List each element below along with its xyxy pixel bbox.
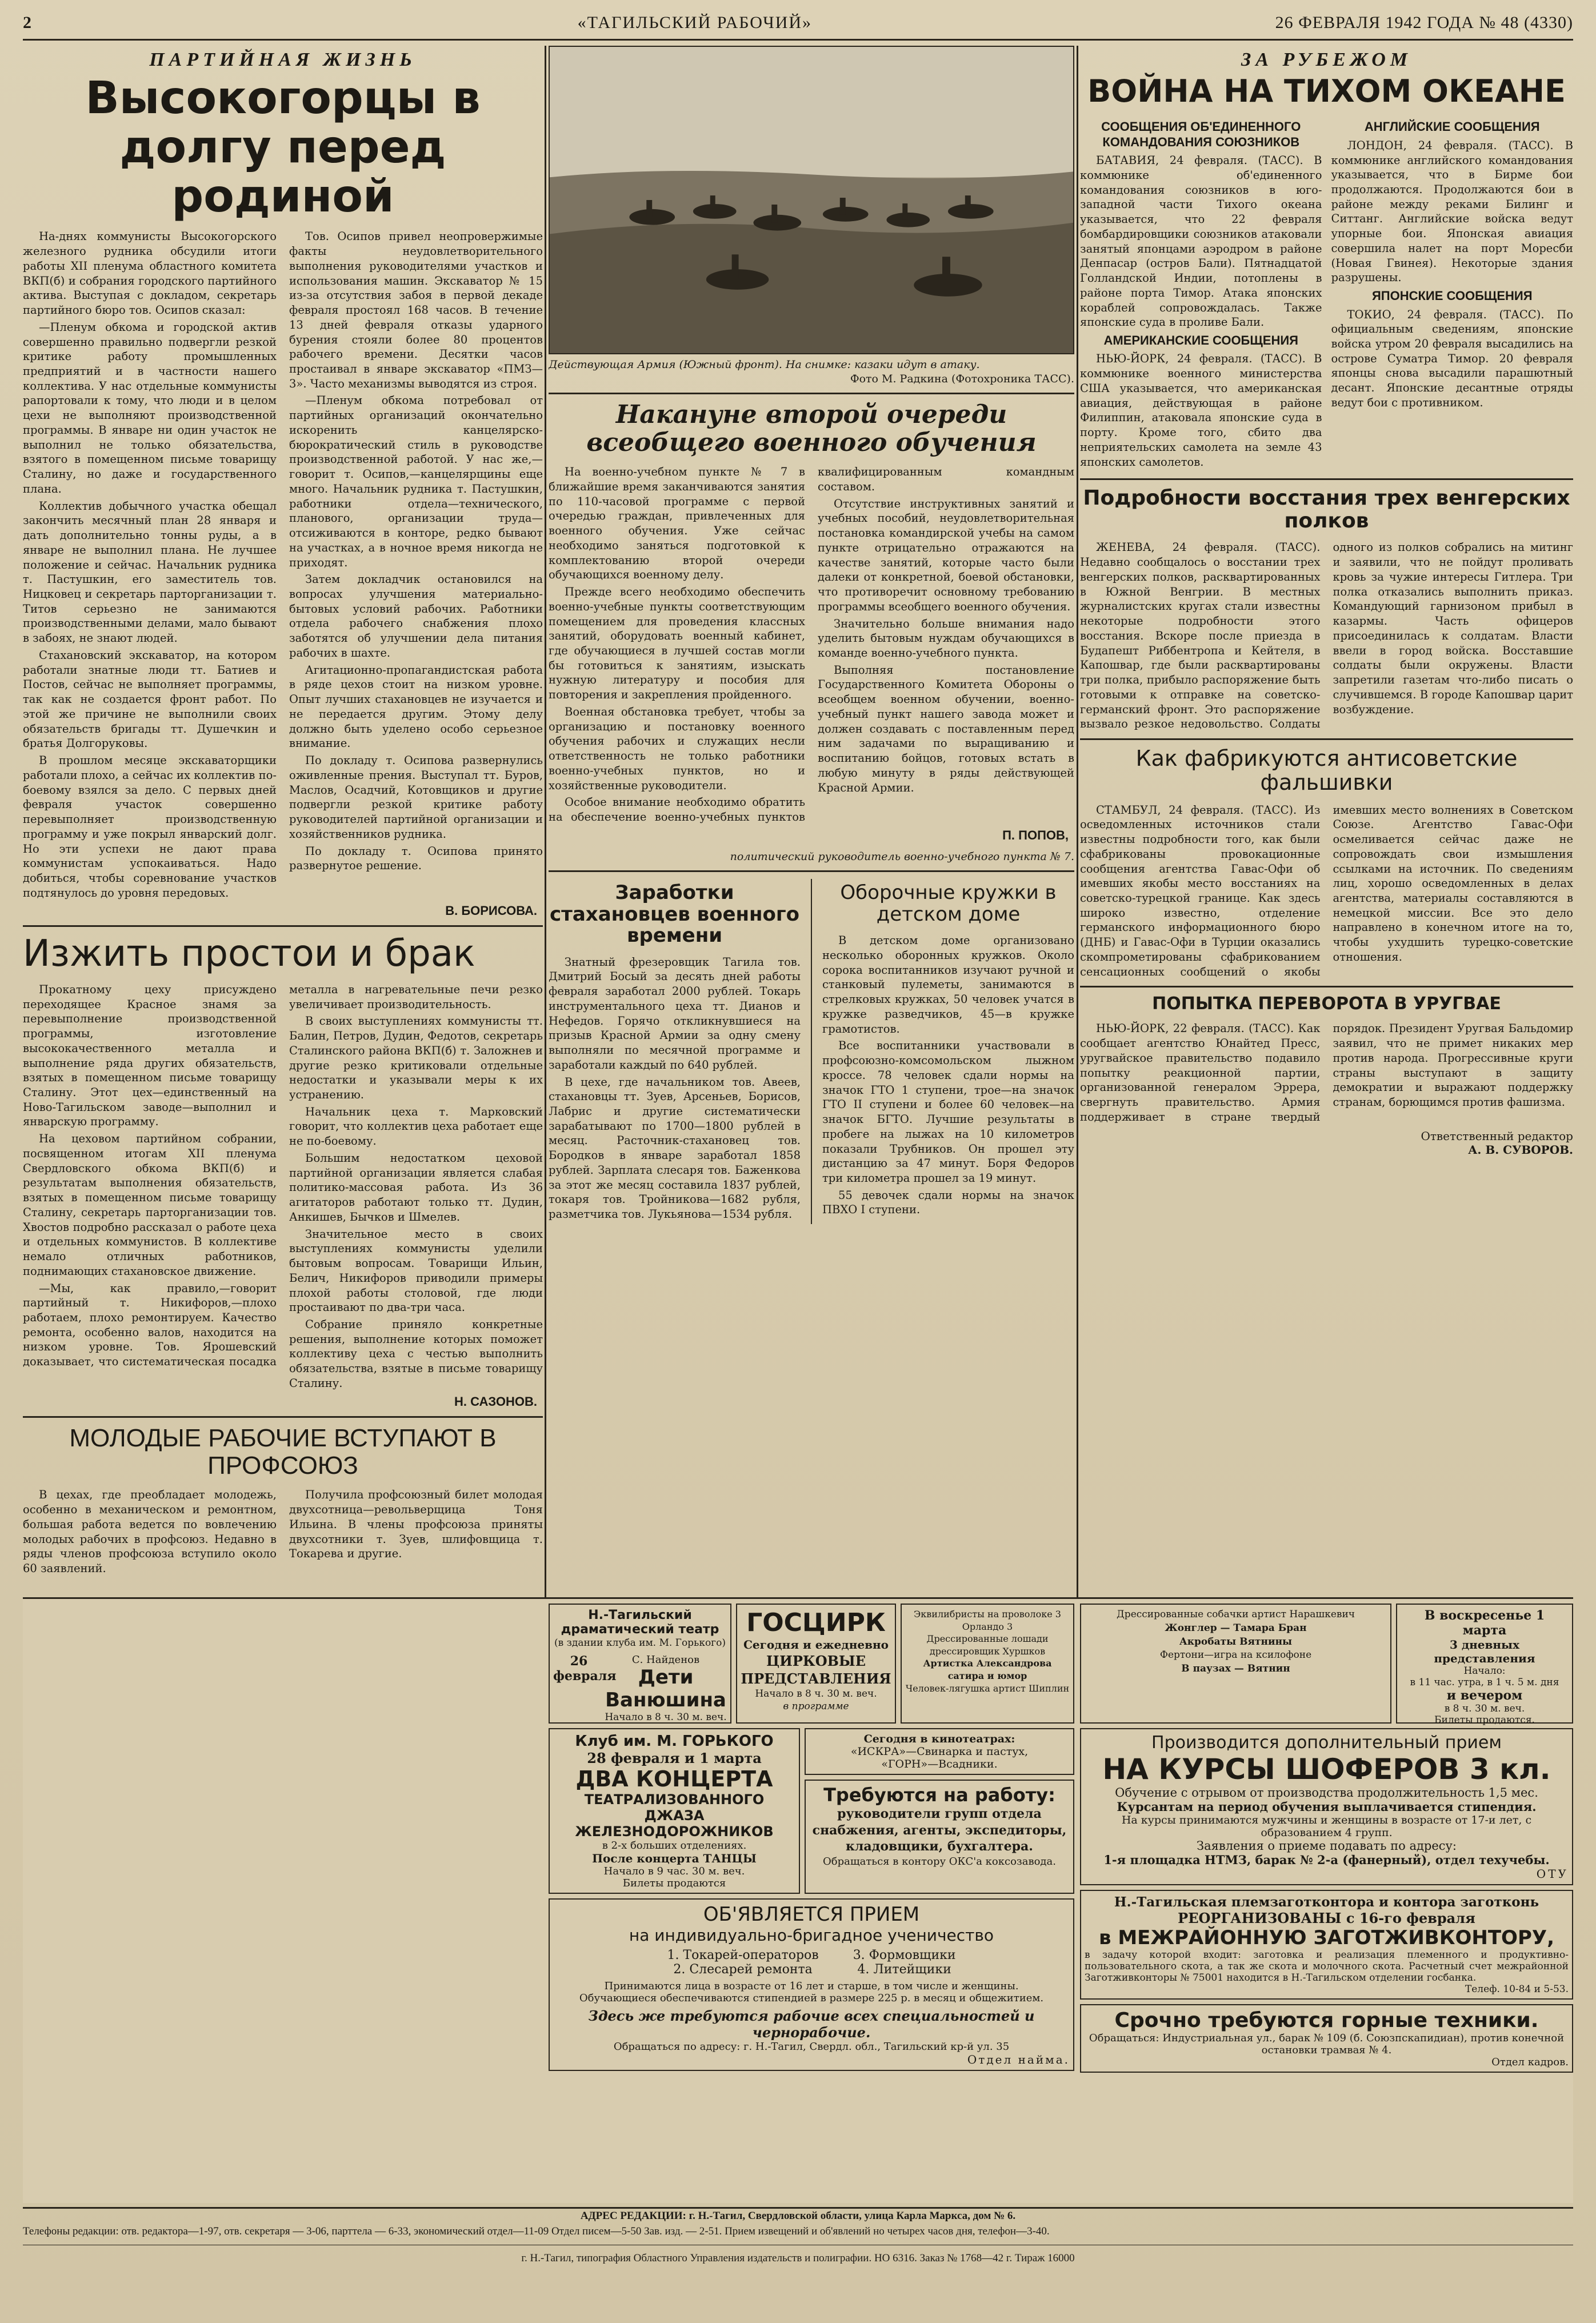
miners-text: Обращаться: Индустриальная ул., барак № 109 (б. Союзпскапидиан), против конечной остановки трамвая № 4. bbox=[1089, 2032, 1565, 2056]
drivers-line2: Курсантам на период обучения выплачивается стипендия. bbox=[1117, 1800, 1537, 1814]
paragraph: Коллектив добычного участка обещал закончить месячный план 28 января и дать дополнительно тонны руды, а в январе не выполнил плана. Не лучшее положение и сейчас. Начальник рудника т. Пастушкин, его заместитель тов. Ницковец и секретарь парторганизации т. Титов серьезно не занимаются производственными делами, мало бывают в забоях, не знают людей. bbox=[23, 499, 277, 645]
paragraph: Прежде всего необходимо обеспечить военно-учебные пункты соответствующим помещением для проведения классных занятий, оборудовать военный кабинет, где обучающиеся в лучшей состав могли бы готовиться к занятиям, изыскать нужную литературу и пособия для повторения и закрепления пройденного. bbox=[549, 585, 805, 702]
club-dates: 28 февраля и 1 марта bbox=[587, 1750, 762, 1766]
drivers-title2: НА КУРСЫ ШОФЕРОВ 3 кл. bbox=[1102, 1753, 1551, 1786]
english-text bbox=[1331, 138, 1574, 285]
paragraph: ТОКИО, 24 февраля. (ТАСС). По официальным сведениям, японские войска утром 20 февраля высадились на острове Суматра Тимор. 20 февраля японцы снова высадили парашютный десант. Японские десантные отряды ведут бои с противником. bbox=[1331, 307, 1573, 409]
paragraph: Выполняя постановление Государственного Комитета Обороны о всеобщем военном обучении, военно-учебный пункт нашего завода может и должен создавать с поставленным перед ним задачами по выращиванию и воспитанию бойцов, готовых встать в любую минуту в ряды действующей Красной Армии. bbox=[818, 663, 1074, 794]
japanese-text bbox=[1331, 307, 1574, 410]
drivers-line5: 1-я площадка НТМЗ, барак № 2-а (фанерный), отдел техучебы. bbox=[1103, 1853, 1550, 1867]
drivers-sign: ОТУ bbox=[1536, 1867, 1569, 1881]
photo-credit: Фото М. Радкина (Фотохроника ТАСС). bbox=[850, 372, 1074, 385]
circus-line1: Сегодня и ежедневно bbox=[743, 1638, 889, 1652]
paragraph: В детском доме организовано несколько оборонных кружков. Около сорока воспитанников изучают ручной и станковый пулеметы, занимаются в стрелковых кружках, 50 человек учатся в кружке разведчиков, 45—в кружке грамотистов. bbox=[822, 934, 1074, 1035]
theatre-body bbox=[553, 1654, 727, 1723]
section-abroad: ЗА РУБЕЖОМ bbox=[1241, 49, 1412, 70]
apprentice-items bbox=[553, 1948, 1070, 1977]
paragraph: В цехе, где начальником тов. Авеев, стахановцы тт. Зуев, Арсеньев, Борисов, Лабрис и другие систематически зарабатывают по 1700—1800 рублей в месяц. Расточник-стахановец тов. Бородков в январе заработал 1858 рублей. Зарплата слесаря тов. Баженкова за этот же месяц составила 1837 рублей, токаря тов. Тройникова—1682 рубля, разметчика тов. Лукьянова—1534 рубля. bbox=[549, 1075, 801, 1221]
circus-acts bbox=[901, 1604, 1074, 1724]
apprentice-item: 1. Токарей-операторов bbox=[667, 1948, 819, 1962]
theatre-play: Дети Ванюшина bbox=[605, 1666, 726, 1712]
headline-vysokogortsy: Высокогорцы в долгу перед родиной bbox=[85, 73, 481, 222]
circus-act: Жонглер — Тамара Бран bbox=[1165, 1622, 1307, 1634]
paragraph: На цеховом партийном собрании, посвященном итогам XII пленума Свердловского обкома ВКП(б) и результатам выполнения обязательств, взятых в помещенном письме товарищу Сталину, секретарь парторганизации тов. Хвостов подробно рассказал о работе цеха и отдельных коммунистов. В коллективе немало отличных работников, поднимающих стахановское движение. bbox=[23, 1132, 277, 1278]
apprentice-item: 3. Формовщики bbox=[853, 1948, 956, 1962]
sunday-line7: Билеты продаются. bbox=[1434, 1714, 1535, 1726]
ads-section bbox=[23, 1597, 1573, 2203]
divider bbox=[23, 1416, 543, 1418]
article-nakanune-body bbox=[549, 465, 1074, 825]
drivers-line1: Обучение с отрывом от производства продолжительность 1,5 мес. bbox=[1115, 1786, 1538, 1800]
ads-row-2-right bbox=[805, 1728, 1074, 1894]
apprentice-ad bbox=[549, 1898, 1074, 2071]
circus-time: Начало в 8 ч. 30 м. веч. bbox=[755, 1688, 877, 1700]
theatre-date: 26 февраля bbox=[553, 1654, 617, 1684]
paragraph: СТАМБУЛ, 24 февраля. (ТАСС). Из осведомленных источников стали известны подробности того, как были сфабрикованы провокационные сообщения агентства Гавас-Офи об имевших якобы место восстаниях на советско-турецкой границе. Как здесь широко известно, отделение германского информационного бюро (ДНБ) и Гавас-Офи в Турции оказались скомпрометированы сфабрикованием сенсационных сообщений о якобы имевших место волнениях в Советском Союзе. Агентство Гавас-Офи осмеливается сейчас даже не сопровождать свои измышления ссылками на источник. По сведениям лиц, хорошо осведомленных в делах агентства, материалы составляются в немецкой миссии. Все это дело направлено в конечном итоге на то, чтобы ухудшить турецко-советские отношения. bbox=[1080, 803, 1573, 978]
paragraph: В своих выступлениях коммунисты тт. Балин, Петров, Дудин, Федотов, секретарь Сталинского района ВКП(б) т. Заложнев и другие резко критиковали отдельные недостатки и указывали меры к их устранению. bbox=[289, 1014, 543, 1101]
sunday-line1: В воскресенье 1 марта bbox=[1424, 1608, 1545, 1638]
paragraph: НЬЮ-ЙОРК, 24 февраля. (ТАСС). В коммюнике военного министерства США указывается, что американская авиация, действующая в районе Филиппин, атаковала японские суда в порту. Кроме того, сбито два неприятельских самолета на земле 43 японских самолетов. bbox=[1080, 352, 1322, 469]
signature-sazonov: Н. САЗОНОВ. bbox=[454, 1394, 537, 1409]
pacific-reports-left bbox=[1080, 116, 1322, 471]
zagotovki-title1: Н.-Тагильская племзаготконтора и контора заготконь bbox=[1114, 1894, 1539, 1910]
apprentice-line5: Отдел найма. bbox=[967, 2053, 1070, 2066]
club-sub: ТЕАТРАЛИЗОВАННОГО ДЖАЗА ЖЕЛЕЗНОДОРОЖНИКОВ bbox=[575, 1792, 774, 1840]
apprentice-line3: Здесь же требуются рабочие всех специальностей и чернорабочие. bbox=[588, 2008, 1035, 2041]
circus-act: Артистка Александрова сатира и юмор bbox=[923, 1658, 1052, 1681]
club-dance: После концерта ТАНЦЫ bbox=[592, 1852, 757, 1865]
divider bbox=[549, 870, 1074, 872]
sunday-line2: 3 дневных представления bbox=[1434, 1638, 1535, 1665]
ads-right-row-1 bbox=[1080, 1604, 1573, 1724]
headline-molodye-rabochie: МОЛОДЫЕ РАБОЧИЕ ВСТУПАЮТ В ПРОФСОЮЗ bbox=[69, 1424, 497, 1480]
apprentice-line1: Принимаются лица в возрасте от 16 лет и старше, в том числе и женщины. bbox=[604, 1980, 1019, 1992]
zagotovki-title2: РЕОРГАНИЗОВАНЫ с 16-го февраля bbox=[1178, 1910, 1475, 1926]
paragraph: Агитационно-пропагандистская работа в ряде цехов стоит на низком уровне. Опыт лучших стахановцев не изучается и не передается другим. Этому делу должно быть уделено особо серьезное внимание. bbox=[289, 663, 543, 750]
article-vysokogortsy-body bbox=[23, 229, 543, 900]
drivers-line3: На курсы принимаются мужчины и женщины в возрасте от 17-и лет, с образованием 4 групп. bbox=[1121, 1814, 1532, 1839]
ads-right bbox=[1080, 1604, 1573, 2198]
allied-command-text bbox=[1080, 153, 1322, 330]
circus-act: Дрессированные лошади дрессировщик Хуршков bbox=[926, 1633, 1049, 1657]
drivers-title1: Производится дополнительный прием bbox=[1151, 1733, 1502, 1753]
footer-address: АДРЕС РЕДАКЦИИ: г. Н.-Тагил, Свердловской области, улица Карла Маркса, дом № 6. bbox=[580, 2210, 1016, 2222]
fakes-body bbox=[1080, 803, 1573, 979]
theatre-author: С. Найденов bbox=[631, 1654, 700, 1666]
middle-bottom-articles bbox=[549, 879, 1074, 1224]
paragraph: Получила профсоюзный билет молодая двухсотница—револьверщица Тоня Ильина. В члены профсоюза приняты двухсотники т. Зуев, шлифовщица т. Токарева и другие. bbox=[289, 1488, 543, 1561]
footer-phones: Телефоны редакции: отв. редактора—1-97, отв. секретаря — 3-06, парттела — 6-33, экономический отдел—11-09 Отдел писем—5-50 Зав. изд. — 2-51. Прием извещений и об'явлений но четырех часов дня, телефон—3-40. bbox=[23, 2225, 1050, 2237]
hungarian-uprising-body bbox=[1080, 540, 1573, 731]
paragraph: В цехах, где преобладает молодежь, особенно в механическом и ремонтном, большая работа ведется по вовлечению молодых рабочих в профсоюз. Недавно в ряды членов профсоюза вступило около 60 заявлений. bbox=[23, 1488, 277, 1576]
theatre-time: Начало в 8 ч. 30 м. веч. bbox=[605, 1712, 727, 1724]
paragraph: Затем докладчик остановился на вопросах улучшения материально-бытовых условий рабочих. Работники отдела рабочего снабжения плохо заботятся об улучшении дела питания рабочих в шахте. bbox=[289, 573, 543, 659]
paragraph: 55 девочек сдали нормы на значок ПВХО I ступени. bbox=[822, 1188, 1074, 1217]
paragraph: Отсутствие инструктивных занятий и учебных пособий, неудовлетворительная постановка командирской учебы на самом пункте отрицательно отражаются на качестве занятий, которые часто были далеки от конкретной, боевой обстановки, что противоречит основному требованию программы всеобщего военного обучения. bbox=[818, 497, 1074, 613]
issue-date: 26 ФЕВРАЛЯ 1942 ГОДА № 48 (4330) bbox=[1275, 13, 1573, 32]
circus-acts-2 bbox=[1080, 1604, 1391, 1724]
paragraph: Знатный фрезеровщик Тагила тов. Дмитрий Босый за десять дней работы февраля заработал 2000 рублей. Токарь инструментального цеха тт. Дианов и Нефедов. Горячо откликнувшиеся на призыв Красной Армии за одну смену выполняли по месячной программе и заработали каждый по 640 рублей. bbox=[549, 955, 801, 1071]
headline-zarabotki: Заработки стахановцев военного времени bbox=[549, 881, 800, 947]
paragraph: Начальник цеха т. Марковский говорит, что коллектив цеха работает еще не по-боевому. bbox=[289, 1105, 543, 1148]
american-text bbox=[1080, 351, 1322, 469]
paragraph: Военная обстановка требует, чтобы за организацию и постановку военного обучения рабочих и служащих несли ответственность не только работники военно-учебных пунктов, но и хозяйственные руководители. bbox=[549, 705, 805, 792]
apprentice-title2: на индивидуально-бригадное ученичество bbox=[629, 1926, 994, 1945]
paragraph: Большим недостатком цеховой партийной организации является слабая политико-массовая работа. Из 36 агитаторов работают только тт. Дудин, Анкишев, Бычков и Шмелев. bbox=[289, 1151, 543, 1224]
zagotovki-title3: в МЕЖРАЙОННУЮ ЗАГОТЖИВКОНТОРУ, bbox=[1098, 1926, 1554, 1949]
cossacks-photo bbox=[549, 46, 1074, 354]
paragraph: Собрание приняло конкретные решения, выполнение которых поможет коллективу цеха с честью выполнить обязательства, взятые в письме товарищу Сталину. bbox=[289, 1317, 543, 1390]
editor-block bbox=[1080, 1129, 1573, 1157]
pacific-reports bbox=[1080, 116, 1573, 471]
photo-caption-text: Действующая Армия (Южный фронт). На снимке: казаки идут в атаку. bbox=[549, 358, 980, 371]
sunday-ad bbox=[1396, 1604, 1573, 1724]
masthead bbox=[23, 7, 1573, 41]
signature-borisova: В. БОРИСОВА. bbox=[445, 903, 537, 918]
divider bbox=[23, 925, 543, 927]
paragraph: БАТАВИЯ, 24 февраля. (ТАСС). В коммюнике об'единенного командования союзников в юго-западной части Тихого океана указывается, что 22 февраля бомбардировщики союзников атаковали занятый японцами аэродром в районе Денпасар (остров Бали). Пятнадцатой Голландской Индии, потоплены в районе порта Тимор. Атака японских кораблей сопровождалась. Также японские суда в проливе Бали. bbox=[1080, 154, 1322, 329]
signature-popov: П. ПОПОВ, bbox=[1002, 827, 1069, 842]
circus-act: В паузах — Вятнин bbox=[1181, 1663, 1290, 1675]
required-title: Требуются на работу: bbox=[823, 1784, 1055, 1806]
paragraph: НЬЮ-ЙОРК, 22 февраля. (ТАСС). Как сообщает агентство Юнайтед Пресс, уругвайское правительство подавило попытку реакционной партии, организованной генералом Эррера, свергнуть правительство. Армия поддерживает в стране твердый порядок. Президент Уругвая Бальдомир заявил, что не примет никаких мер против народа. Прогрессивные круги страны выступают в защиту демократии и выражают поддержку странам, борющимся против фашизма. bbox=[1080, 1022, 1573, 1123]
divider-vertical bbox=[811, 879, 812, 1224]
article-izzhit-body bbox=[23, 982, 543, 1391]
headline-fakes: Как фабрикуются антисоветские фальшивки bbox=[1135, 745, 1518, 795]
ads-row-1 bbox=[549, 1604, 1074, 1724]
club-ad bbox=[549, 1728, 800, 1894]
headline-war-pacific: ВОЙНА НА ТИХОМ ОКЕАНЕ bbox=[1087, 73, 1566, 109]
cinema-line3: «ГОРН»—Всадники. bbox=[881, 1758, 998, 1770]
paragraph: По докладу т. Осипова развернулись оживленные прения. Выступал тт. Буров, Маслов, Осадчий, Котовщиков и другие подвергли резкой критике работу руководителей партийной организации и хозяйственников рудника. bbox=[289, 754, 543, 841]
paragraph: —Пленум обкома потребовал от партийных организаций окончательно искоренить канцелярско-бюрократический стиль в руководстве производственной работой. У нас же,—говорит т. Осипов,—канцелярщины еще много. Начальник рудника т. Пастушкин, работники отдела—технического, планового, организации труда—отсиживаются в конторе, редко бывают на участках, а в ночное время никогда не приходят. bbox=[289, 394, 543, 569]
subhead-english: АНГЛИЙСКИЕ СООБЩЕНИЯ bbox=[1364, 119, 1540, 134]
circus-program: в программе bbox=[783, 1701, 849, 1713]
circus-act: Человек-лягушка артист Шиплин bbox=[905, 1682, 1070, 1694]
cinema-line2: «ИСКРА»—Свинарка и пастух, bbox=[850, 1745, 1029, 1758]
club-title: Клуб им. М. ГОРЬКОГО bbox=[575, 1733, 774, 1750]
paragraph: ЖЕНЕВА, 24 февраля. (ТАСС). Недавно сообщалось о восстании трех венгерских полков, расквартированных в Южной Венгрии. В местных журналистских кругах стали известны некоторые подробности этого восстания. Вскоре после приезда в Будапешт Риббентропа и Кейтеля, в Капошвар, где были расквартированы три полка, прибыло распоряжение быть готовыми к отправке на советско-германский фронт. Это распоряжение вызвало резкое недовольство. Солдаты одного из полков собрались на митинг и заявили, что не пойдут проливать кровь за чужие интересы Гитлера. Три полка отказались выполнить приказ. Командующий гарнизоном прибыл в казармы. Часть офицеров присоединилась к солдатам. Власти ввели в город войска. Восставшие солдаты были окружены. Власти запретили газетам что-либо писать о случившемся. В городе Капошвар царит возбуждение. bbox=[1080, 541, 1573, 731]
circus-act: Эквилибристы на проволоке 3 Орландо 3 bbox=[914, 1609, 1061, 1632]
club-time: Начало в 9 час. 30 м. веч. bbox=[603, 1865, 745, 1877]
circus-act: Акробаты Вятнины bbox=[1179, 1636, 1293, 1648]
required-ad bbox=[805, 1780, 1074, 1894]
circus-act: Фертони—игра на ксилофоне bbox=[1159, 1649, 1312, 1661]
theatre-ad bbox=[549, 1604, 731, 1724]
pacific-reports-right bbox=[1331, 116, 1574, 471]
theatre-play-block bbox=[605, 1654, 727, 1723]
subhead-american: АМЕРИКАНСКИЕ СООБЩЕНИЯ bbox=[1103, 333, 1298, 347]
paragraph: Стахановский экскаватор, на котором работали знатные люди тт. Батиев и Постов, сейчас не выполняет программы, так как не создается фронт работ. По этой же причине не выполнили своих обязательств бригады тт. Душечкин и братья Долгоруковы. bbox=[23, 648, 277, 750]
ads-middle bbox=[549, 1604, 1074, 2198]
subhead-allied-command: СООБЩЕНИЯ ОБ'ЕДИНЕННОГО КОМАНДОВАНИЯ СОЮЗНИКОВ bbox=[1101, 119, 1301, 149]
divider bbox=[549, 393, 1074, 394]
paragraph: По докладу т. Осипова принято развернутое решение. bbox=[289, 844, 543, 873]
apprentice-items-col1 bbox=[667, 1948, 818, 1977]
article-kruzhki-body bbox=[822, 933, 1074, 1217]
zagotovki-ad bbox=[1080, 1890, 1573, 2000]
theatre-title: Н.-Тагильский драматический театр bbox=[561, 1608, 719, 1637]
headline-hungarian-uprising: Подробности восстания трех венгерских полков bbox=[1083, 486, 1570, 533]
editor-name: А. В. СУВОРОВ. bbox=[1468, 1142, 1573, 1157]
paragraph: Значительно больше внимания надо уделить бытовым нуждам обучающихся в команде военно-учебного пункта. bbox=[818, 617, 1074, 659]
sunday-line6: в 8 ч. 30 м. веч. bbox=[1444, 1703, 1525, 1714]
circus-title: ГОСЦИРК bbox=[746, 1608, 886, 1637]
subhead-japanese: ЯПОНСКИЕ СООБЩЕНИЯ bbox=[1371, 289, 1533, 303]
divider bbox=[1080, 986, 1573, 987]
headline-izzhit-prostoi: Изжить простои и брак bbox=[23, 933, 475, 975]
headline-nakanune: Накануне второй очереди всеобщего военного обучения bbox=[586, 400, 1037, 457]
club-note: в 2-х больших отделениях. bbox=[602, 1840, 747, 1852]
sunday-line4: в 11 час. утра, в 1 ч. 5 м. дня bbox=[1410, 1677, 1559, 1688]
drivers-ad bbox=[1080, 1728, 1573, 1885]
apprentice-line4: Обращаться по адресу: г. Н.-Тагил, Свердл. обл., Тагильский кр-й ул. 35 bbox=[613, 2041, 1010, 2053]
miners-title: Срочно требуются горные техники. bbox=[1114, 2009, 1539, 2032]
zagotovki-phone: Телеф. 10-84 и 5-53. bbox=[1465, 1984, 1569, 1995]
divider bbox=[1080, 738, 1573, 740]
ads-row-2 bbox=[549, 1728, 1074, 1894]
paragraph: Тов. Осипов привел неопровержимые факты неудовлетворительного выполнения руководителями участков и использования машин. Экскаватор № 15 из-за отсутствия забоя в первой декаде февраля простоял 168 часов. В течение 13 дней февраля отказы ударного бурения стояли более 80 процентов рабочего времени. Десятки часов простаивал в январе экскаватор «ПМЗ—3». Часто механизмы выводятся из строя. bbox=[289, 230, 543, 390]
section-party-life: ПАРТИЙНАЯ ЖИЗНЬ bbox=[149, 49, 417, 70]
drivers-line4: Заявления о приеме подавать по адресу: bbox=[1197, 1839, 1457, 1853]
circus-ad bbox=[736, 1604, 896, 1724]
sunday-line5: и вечером bbox=[1446, 1688, 1523, 1703]
signature-note: политический руководитель военно-учебного пункта № 7. bbox=[730, 850, 1074, 863]
paragraph: —Пленум обкома и городской актив совершенно правильно подвергли резкой критике работу промышленных предприятий и в частности нашего коллектива. У нас отдельные коммунисты рапортовали к тому, что люди и в целом цехи не выполняют производственной программы. В январе ни один участок не выполнил не только обязательства, взятого в помещенном письме товарищу Сталину, но даже и государственного плана. bbox=[23, 320, 277, 495]
required-address: Обращаться в контору ОКС'а коксозавода. bbox=[823, 1855, 1056, 1868]
headline-kruzhki: Оборочные кружки в детском доме bbox=[840, 881, 1057, 926]
cinema-line1: Сегодня в кинотеатрах: bbox=[863, 1733, 1015, 1745]
miners-ad bbox=[1080, 2004, 1573, 2073]
theatre-note: (в здании клуба им. М. Горького) bbox=[554, 1637, 726, 1649]
apprentice-item: 4. Литейщики bbox=[857, 1962, 951, 1977]
page-footer bbox=[23, 2207, 1573, 2317]
zagotovki-text: в задачу которой входит: заготовка и реализация племенного и продуктивно-пользовательного скота, а так же скота и молочного скота. Расчетный счет межрайонной Заготживконторы № 75001 находится в Н.-Тагильском отделении госбанка. bbox=[1085, 1949, 1569, 1984]
headline-uruguay: ПОПЫТКА ПЕРЕВОРОТА В УРУГВАЕ bbox=[1152, 994, 1501, 1014]
uruguay-body bbox=[1080, 1021, 1573, 1124]
paragraph: На военно-учебном пункте № 7 в ближайшие время заканчиваются занятия по 110-часовой программе с первой очередью граждан, привлеченных для военного обучения. Уже сейчас необходимо заняться подготовкой к комплектованию второй очереди обучающихся военному делу. bbox=[549, 465, 805, 582]
paragraph: Все воспитанники участвовали в профсоюзно-комсомольском лыжном кроссе. 78 человек сдали нормы на значок ГТО 1 ступени, трое—на значок ГТО II ступени и более 60 человек—на значок БГТО. Лучшие результаты в пробеге на лыжах на 10 километров показали Трубников. Он прошел эту дистанцию за 47 минут. Боря Федоров три километра прошел за 19 минут. bbox=[822, 1039, 1074, 1185]
article-zarabotki bbox=[549, 879, 801, 1224]
paragraph: В прошлом месяце экскаваторщики работали плохо, а сейчас их коллектив по-боевому взялся за дело. С первых дней февраля участок совершенно перевыполняет производственную программу и уже покрыл январский долг. Но эти успехи не дают права коммунистам успокаиваться. Надо добиться, чтобы соревнование участков подтянулось до уровня передовых. bbox=[23, 754, 277, 899]
cinema-ad bbox=[805, 1728, 1074, 1775]
paper-name: «ТАГИЛЬСКИЙ РАБОЧИЙ» bbox=[577, 13, 813, 32]
club-main: ДВА КОНЦЕРТА bbox=[575, 1766, 773, 1792]
circus-act: Дрессированные собачки артист Нарашкевич bbox=[1116, 1609, 1355, 1620]
apprentice-items-col2 bbox=[853, 1948, 956, 1977]
paragraph: Значительное место в своих выступлениях коммунисты уделили бытовым вопросам. Товарищи Ильин, Белич, Никифоров приводили примеры плохой работы столовой, где люди простаивают по два-три часа. bbox=[289, 1227, 543, 1314]
paragraph: —Мы, как правило,—говорит партийный т. Никифоров,—плохо работаем, плохо ремонтируем. Качество ремонта, особенно валов, находится на низком уровне. Тов. Ярошевский доказывает, что систематическая посадка металла в нагревательные печи резко увеличивает производительность. bbox=[23, 982, 543, 1369]
circus-line2: ЦИРКОВЫЕ ПРЕДСТАВЛЕНИЯ bbox=[741, 1653, 891, 1688]
paragraph: Прокатному цеху присуждено переходящее Красное знамя за перевыполнение производственной программы, изготовление высококачественного металла и выполнение ряда других обязательств, взятых в помещенном письме товарищу Сталину. Этот цех—единственный на Ново-Тагильском заводе—выполнил и январскую программу. bbox=[23, 982, 277, 1129]
apprentice-title1: ОБ'ЯВЛЯЕТСЯ ПРИЕМ bbox=[703, 1903, 920, 1926]
editor-label: Ответственный редактор bbox=[1421, 1129, 1573, 1143]
paragraph: Особое внимание необходимо обратить на обеспечение военно-учебных пунктов квалифицированным командным составом. bbox=[549, 465, 1074, 824]
miners-sign: Отдел кадров. bbox=[1491, 2056, 1569, 2068]
paragraph: На-днях коммунисты Высокогорского железного рудника обсудили итоги работы XII пленума областного комитета ВКП(б) и собрания городского партийного актива. Выступая с докладом, секретарь партийного бюро тов. Осипов сказал: bbox=[23, 230, 277, 317]
article-zarabotki-body bbox=[549, 955, 801, 1222]
page-number: 2 bbox=[23, 13, 31, 32]
photo-caption bbox=[549, 358, 1074, 386]
club-tickets: Билеты продаются bbox=[622, 1877, 726, 1889]
cossacks-illustration bbox=[550, 47, 1073, 353]
footer-print: г. Н.-Тагил, типография Областного Управления издательств и полиграфии. НО 6316. Заказ № 1768—42 г. Тираж 16000 bbox=[521, 2252, 1075, 2265]
required-text: руководители групп отдела снабжения, агенты, экспедиторы, кладовщики, бухгалтера. bbox=[812, 1806, 1067, 1854]
apprentice-line2: Обучающиеся обеспечиваются стипендией в размере 225 р. в месяц и общежитием. bbox=[579, 1992, 1044, 2004]
paragraph: ЛОНДОН, 24 февраля. (ТАСС). В коммюнике английского командования указывается, что в Бирме бои продолжаются. Продолжаются бои в районе между реками Билинг и Ситтанг. Английские войска ведут упорные бои. Японская авиация совершила налет на порт Моресби (Новая Гвинея). Некоторые здания разрушены. bbox=[1331, 138, 1573, 285]
apprentice-item: 2. Слесарей ремонта bbox=[673, 1962, 813, 1977]
article-kruzhki bbox=[822, 879, 1074, 1224]
divider bbox=[1080, 478, 1573, 480]
article-molodye-body bbox=[23, 1488, 543, 1576]
sunday-line3: Начало: bbox=[1463, 1665, 1506, 1677]
